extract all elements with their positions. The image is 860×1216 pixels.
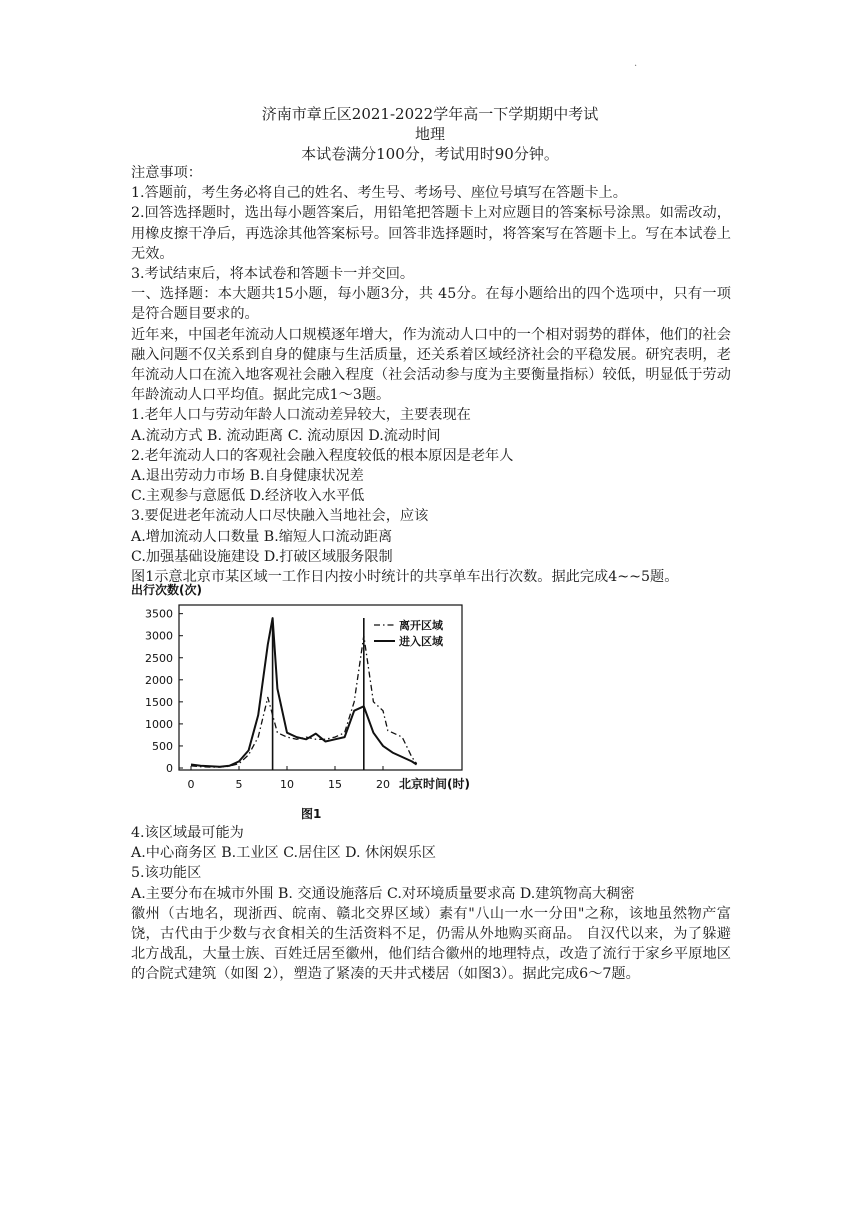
x-tick-label: 0: [187, 778, 195, 791]
question-1: 1.老年人口与劳动年龄人口流动差异较大，主要表现在: [131, 407, 471, 424]
y-tick-label: 1500: [145, 695, 173, 709]
exam-subject: 地理: [414, 125, 445, 143]
x-tick-label: 15: [328, 778, 342, 791]
question-5-options: A.主要分布在城市外围 B. 交通设施落后 C.对环境质量要求高 D.建筑物高大稠密: [131, 885, 635, 902]
passage-3: 徽州（古地名，现浙西、皖南、赣北交界区域）素有"八山一水一分田"之称，该地虽然物产富饶，古代由于少数与衣食相关的生活资料不足，仍需从外地购买商品。 自汉代以来，为了躲避北方战乱，大量士族、百姓迁居至徽州，他们结合徽州的地理特点，改造了流行于家乡平原地区的合院式建筑（如图 2），塑造了紧凑的天井式楼居（如图3）。据此完成6～7题。: [131, 905, 731, 983]
y-tick-label: 2000: [145, 673, 173, 687]
series-line-leaving: [191, 636, 417, 767]
figure-intro: 图1示意北京市某区域一工作日内按小时统计的共享单车出行次数。据此完成4~~5题。: [131, 569, 679, 586]
figure-1-chart: [131, 578, 491, 822]
y-tick-label: 0: [166, 762, 173, 775]
question-3: 3.要促进老年流动人口尽快融入当地社会，应该: [131, 508, 429, 525]
exam-title: 济南市章丘区2021-2022学年高一下学期期中考试: [261, 105, 599, 123]
y-tick-label: 500: [152, 739, 173, 753]
exam-body-continued: [131, 823, 731, 985]
note-item-1: 1.答题前，考生务必将自己的姓名、考生号、考场号、座位号填写在答题卡上。: [131, 185, 627, 202]
y-tick-label: 2500: [145, 651, 173, 665]
legend-label-entering: 进入区域: [399, 635, 443, 648]
legend: [374, 618, 444, 648]
question-1-options: A.流动方式 B. 流动距离 C. 流动原因 D.流动时间: [131, 427, 441, 444]
note-item-2: 2.回答选择题时，选出每小题答案后，用铅笔把答题卡上对应题目的答案标号涂黑。如需改动，用橡皮擦干净后，再选涂其他答案标号。回答非选择题时，将答案写在答题卡上。写在本试卷上无效。: [131, 205, 731, 262]
figure-caption: 图1: [301, 807, 322, 821]
question-2-options-b: C.主观参与意愿低 D.经济收入水平低: [131, 488, 365, 505]
y-axis-label: 出行次数(次): [131, 583, 202, 597]
x-tick-label: 10: [280, 778, 294, 791]
legend-label-leaving: 离开区域: [399, 619, 443, 632]
y-tick-label: 1000: [145, 717, 173, 731]
question-2: 2.老年流动人口的客观社会融入程度较低的根本原因是老年人: [131, 447, 514, 464]
y-tick-label: 3500: [145, 607, 173, 621]
notes-heading: 注意事项：: [131, 165, 202, 181]
question-4: 4.该区域最可能为: [131, 825, 244, 841]
question-3-options-a: A.增加流动人口数量 B.缩短人口流动距离: [131, 528, 393, 545]
x-tick-label: 5: [235, 778, 243, 791]
question-4-options: A.中心商务区 B.工业区 C.居住区 D. 休闲娱乐区: [131, 845, 436, 862]
exam-body: [131, 163, 731, 587]
section-intro: 一、选择题：本大题共15小题，每小题3分，共 45分。在每小题给出的四个选项中，只有一项是符合题目要求的。: [131, 286, 731, 323]
question-2-options-a: A.退出劳动力市场 B.自身健康状况差: [131, 468, 364, 485]
corner-mark: .: [634, 58, 638, 69]
question-5: 5.该功能区: [131, 865, 202, 882]
note-item-3: 3.考试结束后，将本试卷和答题卡一并交回。: [131, 266, 415, 283]
x-tick-label: 20: [376, 778, 390, 791]
passage-1: 近年来，中国老年流动人口规模逐年增大，作为流动人口中的一个相对弱势的群体，他们的社会融入问题不仅关系到自身的健康与生活质量，还关系着区域经济社会的平稳发展。研究表明，老年流动人口在流入地客观社会融入程度（社会活动参与度为主要衡量指标）较低，明显低于劳动年龄流动人口平均值。据此完成1～3题。: [131, 326, 731, 404]
x-axis-label: 北京时间(时): [399, 777, 470, 791]
exam-info: 本试卷满分100分，考试用时90分钟。: [301, 145, 559, 163]
exam-header: [0, 104, 860, 164]
y-tick-label: 3000: [145, 629, 173, 643]
question-3-options-b: C.加强基础设施建设 D.打破区域服务限制: [131, 548, 393, 565]
